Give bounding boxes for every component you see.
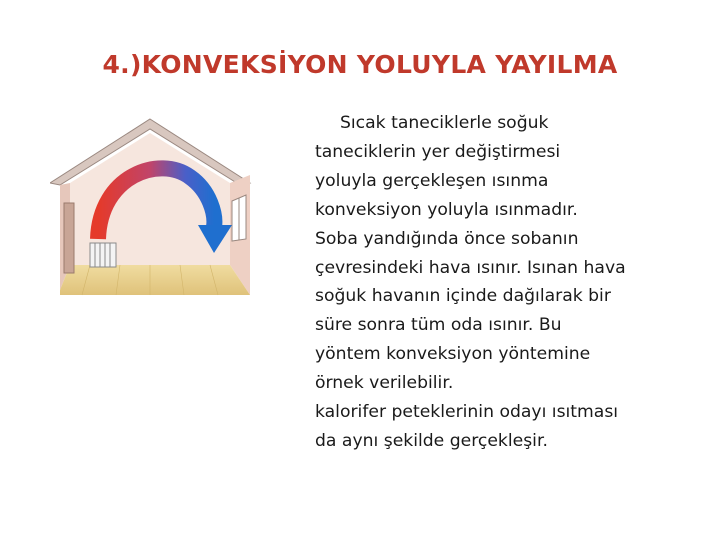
paragraph-line: konveksiyon yoluyla ısınmadır. [315, 199, 578, 220]
paragraph-line: taneciklerin yer değiştirmesi [315, 141, 561, 162]
paragraph-line: Soba yandığında önce sobanın [315, 228, 579, 249]
paragraph-line: süre sonra tüm oda ısınır. Bu [315, 315, 562, 336]
paragraph-line: soğuk havanın içinde dağılarak bir [315, 286, 611, 307]
slide-title: 4.)KONVEKSİYON YOLUYLA YAYILMA [102, 50, 618, 79]
house-convection-icon [50, 115, 305, 310]
paragraph-line: Sıcak taneciklerle soğuk [340, 113, 549, 133]
paragraph-line: yoluyla gerçekleşen ısınma [315, 170, 549, 191]
house-convection-illustration [50, 115, 305, 310]
paragraph-line: da aynı şekilde gerçekleşir. [315, 430, 548, 451]
door [64, 203, 74, 273]
paragraph-line: yöntem konveksiyon yöntemine [315, 344, 591, 365]
paragraph-line: örnek verilebilir. [315, 373, 454, 394]
paragraph-line: kalorifer peteklerinin odayı ısıtması [315, 402, 619, 423]
paragraph-line: çevresindeki hava ısınır. Isınan hava [315, 257, 626, 278]
radiator [90, 243, 116, 267]
paragraph [315, 109, 695, 456]
